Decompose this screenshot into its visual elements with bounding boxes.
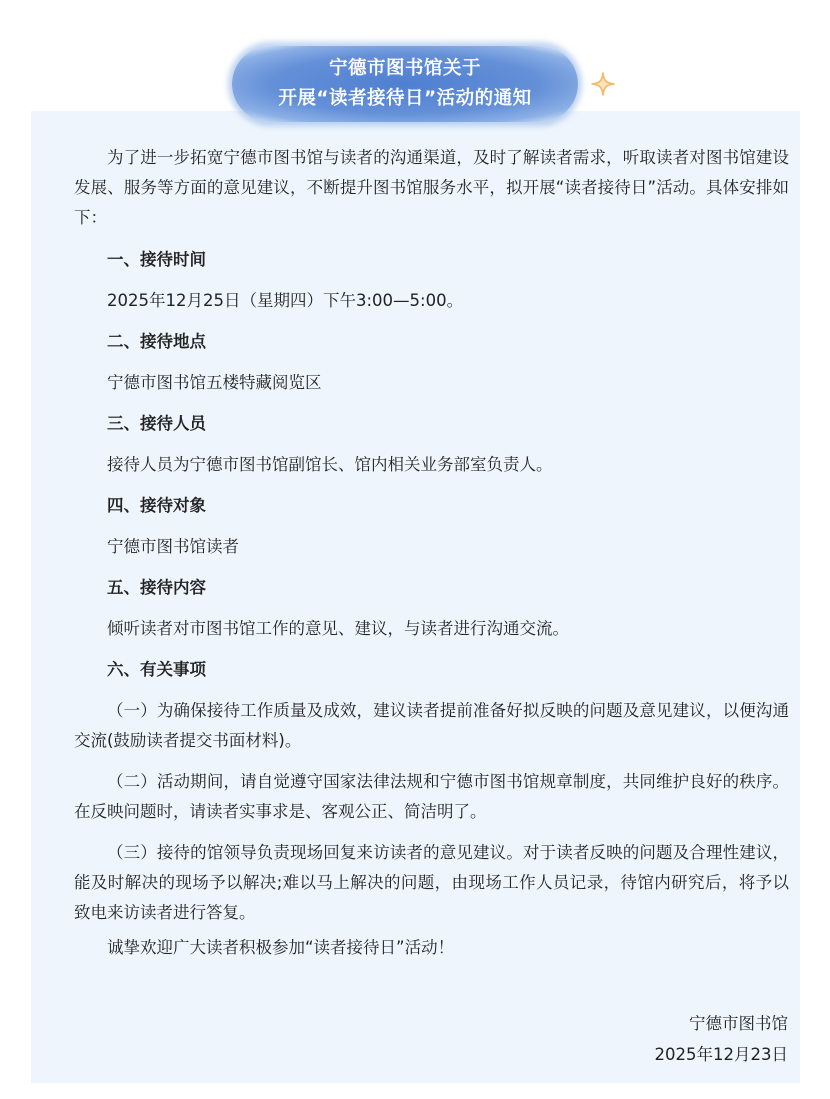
section-heading-staff: 三、接待人员 xyxy=(107,414,206,433)
title-line-1: 宁德市图书馆关于 xyxy=(328,58,481,79)
matter-item-3: （三）接待的馆领导负责现场回复来访读者的意见建议。对于读者反映的问题及合理性建议，能及时解决的现场予以解决;难以马上解决的问题，由现场工作人员记录，待馆内研究后，将予以致电来访读者进行答复。 xyxy=(74,843,789,922)
signature-date: 2025年12月23日 xyxy=(654,1045,788,1064)
intro-paragraph: 为了进一步拓宽宁德市图书馆与读者的沟通渠道，及时了解读者需求，听取读者对图书馆建设发展、服务等方面的意见建议，不断提升图书馆服务水平，拟开展“读者接待日”活动。具体安排如下： xyxy=(74,148,789,227)
section-body-content: 倾听读者对市图书馆工作的意见、建议，与读者进行沟通交流。 xyxy=(107,619,569,638)
closing-paragraph: 诚挚欢迎广大读者积极参加“读者接待日”活动！ xyxy=(107,938,455,957)
section-heading-audience: 四、接待对象 xyxy=(107,496,206,515)
notice-panel xyxy=(31,111,800,1083)
title-line-2: 开展“读者接待日”活动的通知 xyxy=(278,88,532,109)
section-heading-content: 五、接待内容 xyxy=(107,578,206,597)
section-body-time: 2025年12月25日（星期四）下午3:00—5:00。 xyxy=(107,291,464,310)
section-body-location: 宁德市图书馆五楼特藏阅览区 xyxy=(107,373,322,392)
section-body-audience: 宁德市图书馆读者 xyxy=(107,537,239,556)
matter-item-2: （二）活动期间，请自觉遵守国家法律法规和宁德市图书馆规章制度，共同维护良好的秩序。在反映问题时，请读者实事求是、客观公正、简洁明了。 xyxy=(74,772,789,821)
section-heading-time: 一、接待时间 xyxy=(107,250,206,269)
section-heading-location: 二、接待地点 xyxy=(107,332,206,351)
signature-org: 宁德市图书馆 xyxy=(689,1014,788,1033)
section-heading-matters: 六、有关事项 xyxy=(107,660,206,679)
sparkle-icon xyxy=(591,72,615,96)
section-body-staff: 接待人员为宁德市图书馆副馆长、馆内相关业务部室负责人。 xyxy=(107,455,553,474)
matter-item-1: （一）为确保接待工作质量及成效，建议读者提前准备好拟反映的问题及意见建议，以便沟通交流(鼓励读者提交书面材料)。 xyxy=(74,701,789,750)
title-badge xyxy=(232,46,578,122)
